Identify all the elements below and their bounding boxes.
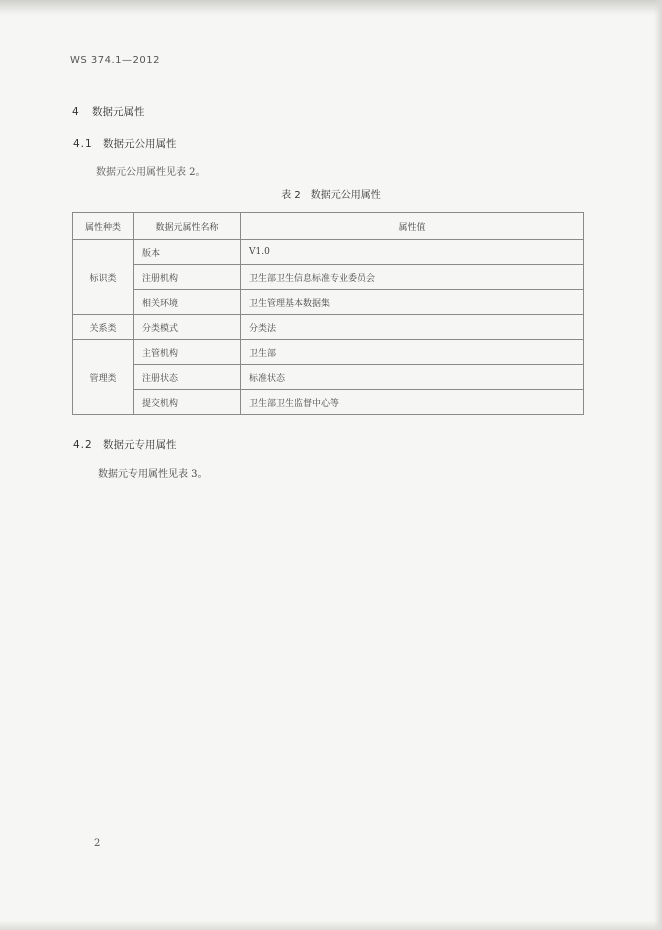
attribute-value-cell: 卫生部卫生监督中心等 [241,390,584,415]
attribute-name-cell: 相关环境 [134,290,241,315]
attribute-value-cell: 卫生部卫生信息标准专业委员会 [241,265,584,290]
table-2-caption: 表 2 数据元公用属性 [281,190,381,201]
chapter-number: 4 [72,106,79,118]
chapter-heading [72,104,145,119]
attribute-name-cell: 主管机构 [134,340,241,365]
attribute-value-cell: 标准状态 [241,365,584,390]
attribute-name-cell: 提交机构 [134,390,241,415]
table-row [73,265,584,290]
section-4-1-heading [73,136,177,151]
attribute-name-cell: 分类模式 [134,315,241,340]
page-number: 2 [94,838,101,849]
attribute-name-cell: 注册机构 [134,265,241,290]
table-row [73,365,584,390]
standard-code-header: WS 374.1—2012 [70,55,160,66]
attribute-value-cell: 分类法 [241,315,584,340]
table-2 [72,212,584,415]
section-4-2-heading [73,437,177,452]
scan-shadow-top [0,0,662,16]
attribute-value-cell: 卫生部 [241,340,584,365]
col-header-category: 属性种类 [73,213,134,240]
table-row [73,390,584,415]
category-cell: 关系类 [73,315,134,340]
col-header-attribute-value: 属性值 [241,213,584,240]
section-4-2-title: 数据元专用属性 [103,439,177,451]
attribute-value-cell: 卫生管理基本数据集 [241,290,584,315]
attribute-name-cell: 注册状态 [134,365,241,390]
category-cell: 管理类 [73,340,134,415]
table-row [73,315,584,340]
scan-shadow-bottom [0,920,662,930]
section-4-1-number: 4.1 [73,138,93,150]
section-4-1-title: 数据元公用属性 [103,138,177,150]
table-header-row [73,213,584,240]
section-4-2-number: 4.2 [73,439,93,451]
table-row [73,340,584,365]
section-4-2-text: 数据元专用属性见表 3。 [98,469,208,480]
table-row [73,290,584,315]
chapter-title: 数据元属性 [92,106,145,118]
section-4-1-text: 数据元公用属性见表 2。 [96,167,206,178]
scan-shadow-right [654,0,662,930]
category-cell: 标识类 [73,240,134,315]
table-row [73,240,584,265]
col-header-attribute-name: 数据元属性名称 [134,213,241,240]
attribute-value-cell: V1.0 [241,240,584,265]
attribute-name-cell: 版本 [134,240,241,265]
